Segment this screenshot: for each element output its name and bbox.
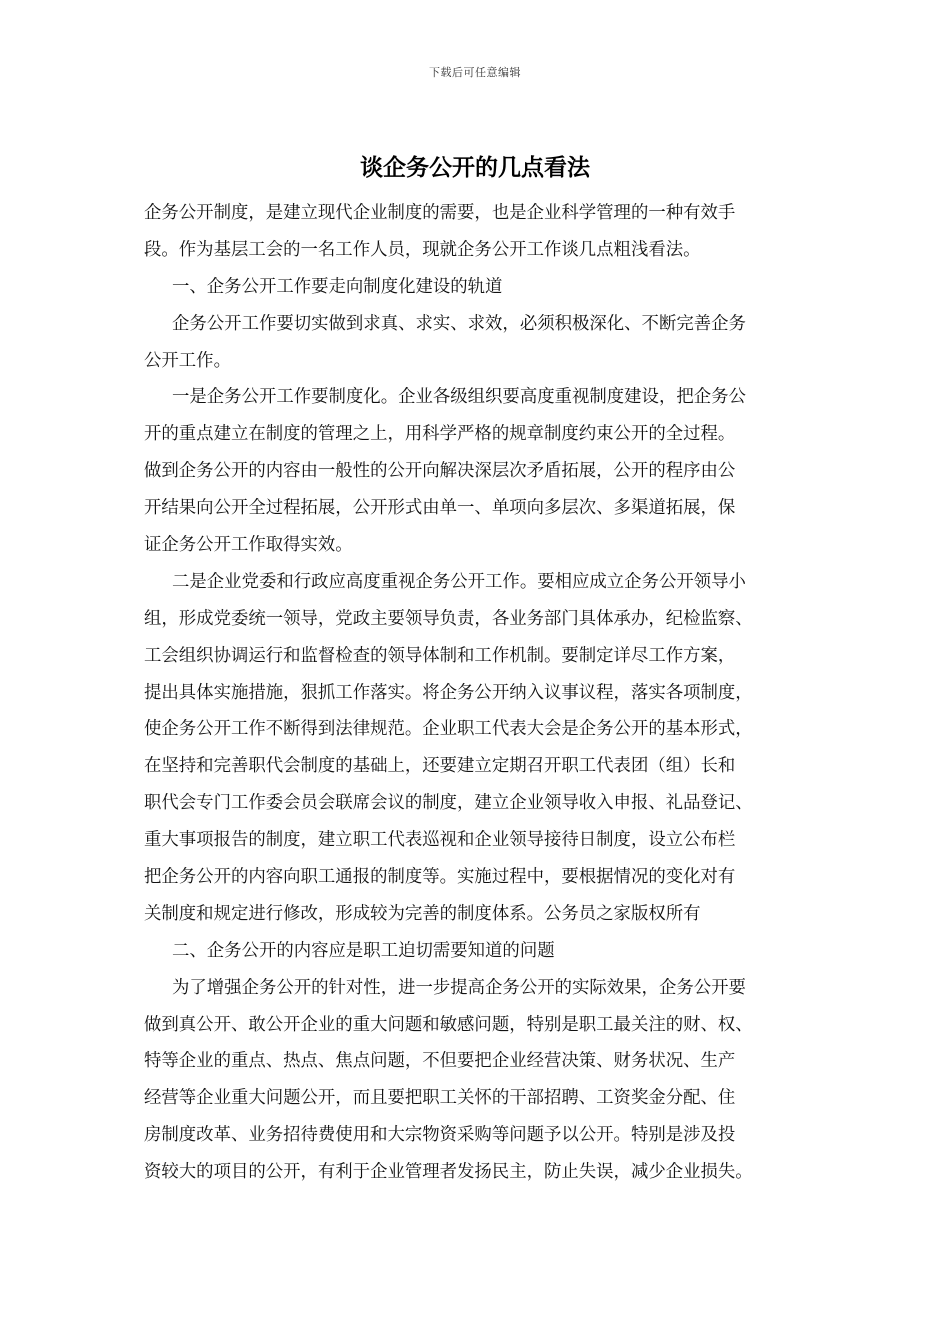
text-line: 公开工作。: [144, 350, 231, 371]
text-line: 为了增强企务公开的针对性，进一步提高企务公开的实际效果，企务公开要: [172, 977, 746, 998]
text-line: 房制度改革、业务招待费使用和大宗物资采购等问题予以公开。特别是涉及投: [144, 1125, 736, 1146]
text-line: 组，形成党委统一领导，党政主要领导负责，各业务部门具体承办，纪检监察、: [144, 608, 753, 629]
text-line: 二、企务公开的内容应是职工迫切需要知道的问题: [172, 940, 555, 961]
text-line: 使企务公开工作不断得到法律规范。企业职工代表大会是企务公开的基本形式，: [144, 719, 753, 740]
text-line: 工会组织协调运行和监督检查的领导体制和工作机制。要制定详尽工作方案，: [144, 645, 736, 666]
text-line: 企务公开工作要切实做到求真、求实、求效，必须积极深化、不断完善企务: [172, 313, 746, 334]
text-line: 职代会专门工作委会员会联席会议的制度，建立企业领导收入申报、礼品登记、: [144, 793, 753, 814]
text-line: 一、企务公开工作要走向制度化建设的轨道: [172, 276, 503, 297]
text-line: 关制度和规定进行修改，形成较为完善的制度体系。公务员之家版权所有: [144, 903, 701, 924]
text-line: 开的重点建立在制度的管理之上，用科学严格的规章制度约束公开的全过程。: [144, 424, 736, 445]
text-line: 做到企务公开的内容由一般性的公开向解决深层次矛盾拓展，公开的程序由公: [144, 461, 736, 482]
text-line: 证企务公开工作取得实效。: [144, 535, 353, 556]
text-line: 经营等企业重大问题公开，而且要把职工关怀的干部招聘、工资奖金分配、住: [144, 1088, 736, 1109]
text-line: 一是企务公开工作要制度化。企业各级组织要高度重视制度建设，把企务公: [172, 387, 746, 408]
header-note: 下载后可任意编辑: [429, 66, 521, 79]
text-line: 提出具体实施措施，狠抓工作落实。将企务公开纳入议事议程，落实各项制度，: [144, 682, 753, 703]
text-line: 段。作为基层工会的一名工作人员，现就企务公开工作谈几点粗浅看法。: [144, 239, 701, 260]
text-line: 特等企业的重点、热点、焦点问题，不但要把企业经营决策、财务状况、生产: [144, 1051, 736, 1072]
text-line: 做到真公开、敢公开企业的重大问题和敏感问题，特别是职工最关注的财、权、: [144, 1014, 753, 1035]
document-title: 谈企务公开的几点看法: [360, 154, 590, 181]
text-line: 在坚持和完善职代会制度的基础上，还要建立定期召开职工代表团（组）长和: [144, 756, 736, 777]
text-line: 资较大的项目的公开，有利于企业管理者发扬民主，防止失误，减少企业损失。: [144, 1162, 753, 1183]
text-line: 把企务公开的内容向职工通报的制度等。实施过程中，要根据情况的变化对有: [144, 867, 736, 888]
document-body: [144, 195, 826, 1191]
text-line: 二是企业党委和行政应高度重视企务公开工作。要相应成立企务公开领导小: [172, 571, 746, 592]
text-line: 重大事项报告的制度，建立职工代表巡视和企业领导接待日制度，设立公布栏: [144, 830, 736, 851]
text-line: 企务公开制度，是建立现代企业制度的需要，也是企业科学管理的一种有效手: [144, 203, 736, 223]
text-line: 开结果向公开全过程拓展，公开形式由单一、单项向多层次、多渠道拓展，保: [144, 498, 736, 519]
